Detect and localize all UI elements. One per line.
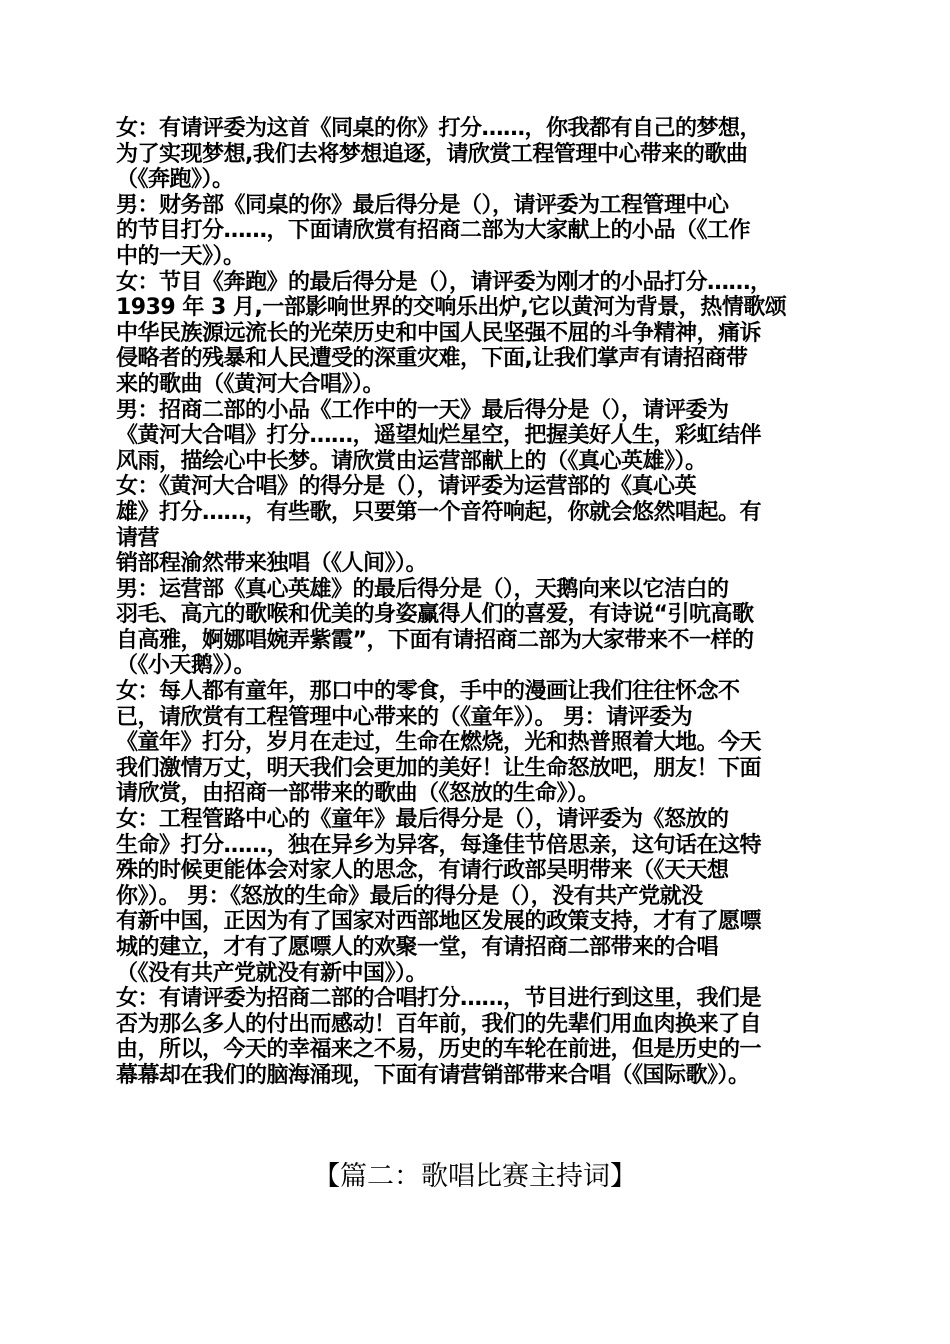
text-line: （《没有共产党就没有新中国》）。 (116, 960, 428, 986)
text-line: 你》）。 男：《怒放的生命》最后的得分是（），没有共产党就没 (116, 883, 703, 909)
text-line: 女：有请评委为招商二部的合唱打分……，节目进行到这里，我们是 (116, 986, 762, 1012)
text-line: 自高雅，婀娜唱婉弄紫霞”，下面有请招商二部为大家带来不一样的 (116, 627, 754, 653)
text-line: 的节目打分……，下面请欣赏有招商二部为大家献上的小品（《工作 (116, 218, 751, 244)
text-line: 《童年》打分，岁月在走过，生命在燃烧，光和热普照着大地。今天 (116, 730, 762, 756)
text-line: 我们激情万丈，明天我们会更加的美好！让生命怒放吧，朋友！下面 (116, 755, 762, 781)
text-line: 中华民族源远流长的光荣历史和中国人民坚强不屈的斗争精神，痛诉 (116, 320, 762, 346)
text-line: 女：《黄河大合唱》的得分是（），请评委为运营部的《真心英 (116, 474, 697, 500)
text-line: 为了实现梦想,我们去将梦想追逐，请欣赏工程管理中心带来的歌曲 (116, 141, 748, 167)
text-line: 请营 (116, 525, 160, 551)
text-line: 羽毛、高亢的歌喉和优美的身姿赢得人们的喜爱，有诗说“引吭高歌 (116, 602, 754, 628)
section-heading: 【篇二：歌唱比赛主持词】 (313, 1161, 637, 1192)
text-line: 1939 年 3 月,一部影响世界的交响乐出炉,它以黄河为背景，热情歌颂 (116, 295, 787, 321)
text-line: 由，所以，今天的幸福来之不易，历史的车轮在前进，但是历史的一 (116, 1037, 762, 1063)
text-line: 男：运营部《真心英雄》的最后得分是（），天鹅向来以它洁白的 (116, 576, 729, 602)
text-line: 生命》打分……，独在异乡为异客，每逢佳节倍思亲，这句话在这特 (116, 832, 762, 858)
text-line: 请欣赏，由招商一部带来的歌曲（《怒放的生命》）。 (116, 781, 600, 807)
text-line: （《小天鹅》）。 (116, 653, 256, 679)
text-line: 女：每人都有童年，那口中的零食，手中的漫画让我们往往怀念不 (116, 679, 740, 705)
text-line: 《黄河大合唱》打分……，遥望灿烂星空，把握美好人生，彩虹结伴 (116, 423, 762, 449)
text-line: 否为那么多人的付出而感动！百年前，我们的先辈们用血肉换来了自 (116, 1011, 762, 1037)
text-line: 女：工程管路中心的《童年》最后得分是（），请评委为《怒放的 (116, 807, 729, 833)
text-line: 城的建立，才有了愿嘌人的欢聚一堂，有请招商二部带来的合唱 (116, 935, 719, 960)
text-line: 女：节目《奔跑》的最后得分是（），请评委为刚才的小品打分……， (116, 269, 772, 295)
text-line: 男：财务部《同桌的你》最后得分是（），请评委为工程管理中心 (116, 192, 729, 218)
text-line: 有新中国，正因为有了国家对西部地区发展的政策支持，才有了愿嘌 (116, 909, 762, 935)
text-line: 侵略者的残暴和人民遭受的深重灾难，下面,让我们掌声有请招商带 (116, 346, 748, 372)
text-line: 女：有请评委为这首《同桌的你》打分……，你我都有自己的梦想， (116, 116, 762, 141)
text-line: 中的一天》）。 (116, 243, 245, 269)
text-line: 男：招商二部的小品《工作中的一天》最后得分是（），请评委为 (116, 397, 729, 423)
text-line: 销部程渝然带来独唱（《人间》）。 (116, 551, 428, 577)
text-line: （《奔跑》）。 (116, 167, 234, 193)
text-line: 幕幕却在我们的脑海涌现，下面有请营销部带来合唱（《国际歌》）。 (116, 1062, 750, 1088)
text-line: 风雨，描绘心中长梦。请欣赏由运营部献上的（《真心英雄》）。 (116, 448, 707, 474)
text-line: 来的歌曲（《黄河大合唱》）。 (116, 371, 385, 397)
text-line: 雄》打分……，有些歌，只要第一个音符响起，你就会悠然唱起。有 (116, 499, 762, 525)
body-text (116, 116, 838, 1089)
text-line: 殊的时候更能体会对家人的思念，有请行政部吴明带来（《天天想 (116, 858, 729, 884)
text-line: 已，请欣赏有工程管理中心带来的（《童年》）。 男：请评委为 (116, 704, 693, 730)
